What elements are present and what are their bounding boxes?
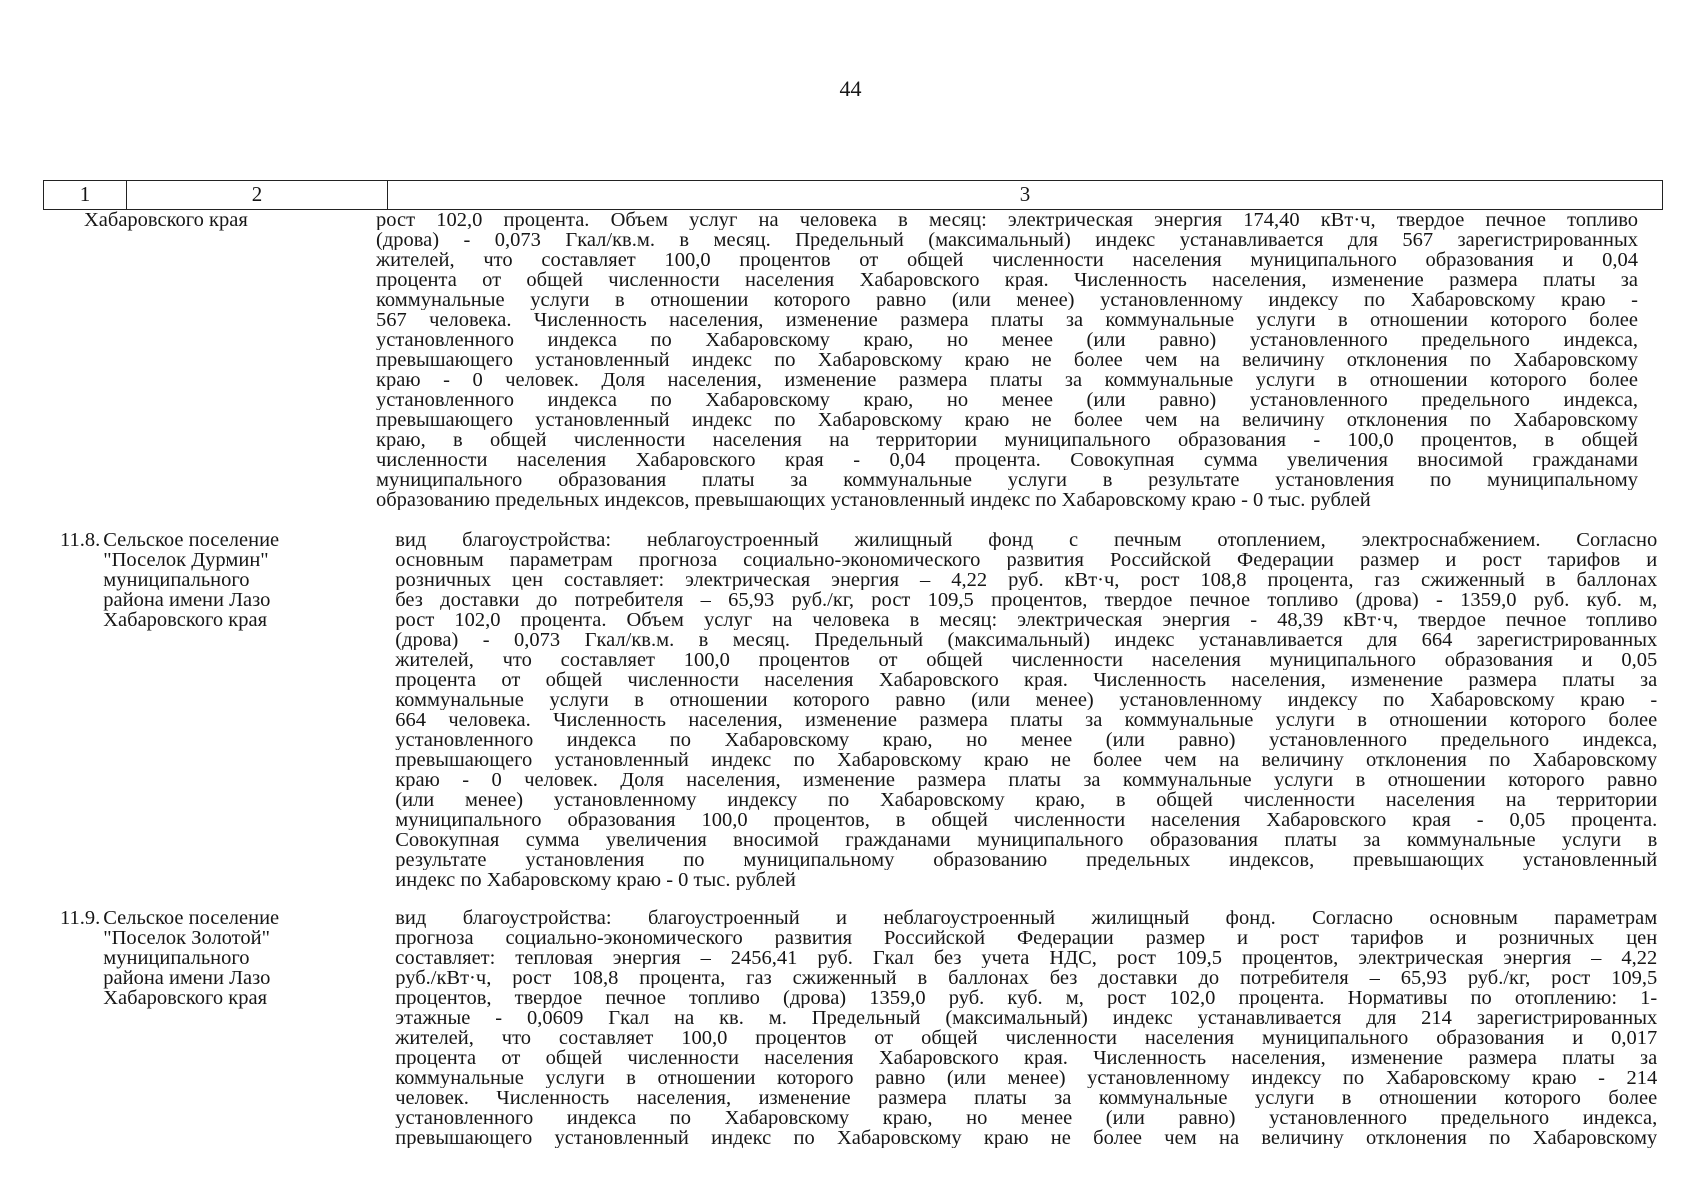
- text-line: превышающего установленный индекс по Хабаровскому краю не более чем на величину отклонения по Хабаровскому: [376, 350, 1638, 370]
- table-row: [43, 908, 1663, 1148]
- text-line: установленного индекса по Хабаровскому краю, но менее (или равно) установленного предельного индекса,: [376, 330, 1638, 350]
- name-line: муниципального: [103, 947, 250, 969]
- name-line: Хабаровского края: [103, 987, 268, 1009]
- municipality-name: [103, 908, 333, 1008]
- text-line: вид благоустройства: благоустроенный и неблагоустроенный жилищный фонд. Согласно основным параметрам: [395, 908, 1658, 928]
- text-line: коммунальные услуги в отношении которого равно (или менее) установленному индексу по Хабаровскому краю -: [395, 690, 1658, 710]
- header-col-2: 2: [127, 181, 388, 209]
- text-line: процента от общей численности населения Хабаровского края. Численность населения, изменение размера платы за: [395, 1048, 1658, 1068]
- text-line: установленного индекса по Хабаровскому краю, но менее (или равно) установленного предельного индекса,: [376, 390, 1638, 410]
- name-line: Хабаровского края: [84, 209, 248, 231]
- table-row: [43, 530, 1663, 890]
- text-line: превышающего установленный индекс по Хабаровскому краю не более чем на величину отклонения по Хабаровскому: [395, 1128, 1658, 1148]
- name-line: Сельское поселение: [103, 907, 280, 929]
- text-line: основным параметрам прогноза социально-экономического развития Российской Федерации размер и рост тарифов и: [395, 550, 1658, 570]
- header-col-3: 3: [1019, 182, 1031, 206]
- text-line: превышающего установленный индекс по Хабаровскому краю не более чем на величину отклонения по Хабаровскому: [395, 750, 1658, 770]
- text-line: результате установления по муниципальному образованию предельных индексов, превышающих установленный: [395, 850, 1658, 870]
- text-line: установленного индекса по Хабаровскому краю, но менее (или равно) установленного предельного индекса,: [395, 730, 1658, 750]
- municipality-name: [84, 210, 314, 230]
- name-line: Хабаровского края: [103, 609, 268, 631]
- text-line: превышающего установленный индекс по Хабаровскому краю не более чем на величину отклонения по Хабаровскому: [376, 410, 1638, 430]
- municipality-name: [103, 530, 333, 630]
- text-line: жителей, что составляет 100,0 процентов от общей численности населения муниципального образования и 0,05: [395, 650, 1658, 670]
- page-number: 44: [839, 76, 862, 101]
- name-line: "Поселок Дурмин": [103, 549, 269, 571]
- text-line: процента от общей численности населения Хабаровского края. Численность населения, изменение размера платы за: [376, 270, 1638, 290]
- row-description: [395, 530, 1657, 890]
- text-line: муниципального образования платы за коммунальные услуги в результате установления по муниципальному: [376, 470, 1638, 490]
- row-number: 11.9.: [60, 907, 101, 929]
- name-line: района имени Лазо: [103, 589, 271, 611]
- text-line: прогноза социально-экономического развития Российской Федерации размер и рост тарифов и розничных цен: [395, 928, 1658, 948]
- text-line: краю - 0 человек. Доля населения, изменение размера платы за коммунальные услуги в отношении которого равно: [395, 770, 1658, 790]
- text-line: коммунальные услуги в отношении которого равно (или менее) установленному индексу по Хабаровскому краю - 214: [395, 1068, 1658, 1088]
- row-description: [376, 210, 1638, 510]
- text-line: этажные - 0,0609 Гкал на кв. м. Предельный (максимальный) индекс устанавливается для 214 зарегистрированных: [395, 1008, 1658, 1028]
- text-line: муниципального образования 100,0 процентов, в общей численности населения Хабаровского края - 0,05 процента.: [395, 810, 1658, 830]
- text-line: краю, в общей численности населения на территории муниципального образования - 100,0 процентов, в общей: [376, 430, 1638, 450]
- name-line: муниципального: [103, 569, 250, 591]
- text-line: 567 человека. Численность населения, изменение размера платы за коммунальные услуги в отношении которого более: [376, 310, 1638, 330]
- text-line: численности населения Хабаровского края - 0,04 процента. Совокупная сумма увеличения вносимой гражданами: [376, 450, 1638, 470]
- text-line: жителей, что составляет 100,0 процентов от общей численности населения муниципального образования и 0,04: [376, 250, 1638, 270]
- text-line: коммунальные услуги в отношении которого равно (или менее) установленному индексу по Хабаровскому краю -: [376, 290, 1638, 310]
- text-line: процента от общей численности населения Хабаровского края. Численность населения, изменение размера платы за: [395, 670, 1658, 690]
- text-line: образованию предельных индексов, превышающих установленный индекс по Хабаровскому краю - 0 тыс. рублей: [376, 490, 1371, 510]
- text-line: розничных цен составляет: электрическая энергия – 4,22 руб. кВт·ч, рост 108,8 процента, газ сжиженный в баллонах: [395, 570, 1658, 590]
- row-number: 11.8.: [60, 529, 101, 551]
- name-line: Сельское поселение: [103, 529, 280, 551]
- name-line: "Поселок Золотой": [103, 927, 270, 949]
- text-line: (или менее) установленному индексу по Хабаровскому краю, в общей численности населения на территории: [395, 790, 1658, 810]
- table-row: [43, 210, 1663, 510]
- text-line: краю - 0 человек. Доля населения, изменение размера платы за коммунальные услуги в отношении которого более: [376, 370, 1638, 390]
- header-col-1: 1: [44, 181, 127, 209]
- text-line: без доставки до потребителя – 65,93 руб./кг, рост 109,5 процентов, твердое печное топливо (дрова) - 1359,0 руб. куб. м,: [395, 590, 1658, 610]
- text-line: установленного индекса по Хабаровскому краю, но менее (или равно) установленного предельного индекса,: [395, 1108, 1658, 1128]
- text-line: рост 102,0 процента. Объем услуг на человека в месяц: электрическая энергия - 48,39 кВт·ч, твердое печное топливо: [395, 610, 1658, 630]
- text-line: 664 человека. Численность населения, изменение размера платы за коммунальные услуги в отношении которого более: [395, 710, 1658, 730]
- name-line: района имени Лазо: [103, 967, 271, 989]
- table-header: [43, 180, 1663, 210]
- text-line: рост 102,0 процента. Объем услуг на человека в месяц: электрическая энергия 174,40 кВт·ч, твердое печное топливо: [376, 210, 1638, 230]
- text-line: (дрова) - 0,073 Гкал/кв.м. в месяц. Предельный (максимальный) индекс устанавливается для 567 зарегистрированных: [376, 230, 1638, 250]
- text-line: составляет: тепловая энергия – 2456,41 руб. Гкал без учета НДС, рост 109,5 процентов, электрическая энергия – 4,22: [395, 948, 1658, 968]
- text-line: человек. Численность населения, изменение размера платы за коммунальные услуги в отношении которого более: [395, 1088, 1658, 1108]
- text-line: (дрова) - 0,073 Гкал/кв.м. в месяц. Предельный (максимальный) индекс устанавливается для 664 зарегистрированных: [395, 630, 1658, 650]
- text-line: процентов, твердое печное топливо (дрова) 1359,0 руб. куб. м, рост 102,0 процента. Нормативы по отоплению: 1-: [395, 988, 1658, 1008]
- text-line: жителей, что составляет 100,0 процентов от общей численности населения муниципального образования и 0,017: [395, 1028, 1658, 1048]
- text-line: руб./кВт·ч, рост 108,8 процента, газ сжиженный в баллонах без доставки до потребителя – 65,93 руб./кг, рост 109,5: [395, 968, 1658, 988]
- row-description: [395, 908, 1657, 1148]
- text-line: вид благоустройства: неблагоустроенный жилищный фонд с печным отоплением, электроснабжением. Согласно: [395, 530, 1658, 550]
- text-line: Совокупная сумма увеличения вносимой гражданами муниципального образования платы за коммунальные услуги в: [395, 830, 1658, 850]
- row-number: [43, 210, 81, 510]
- text-line: индекс по Хабаровскому краю - 0 тыс. рублей: [395, 870, 796, 890]
